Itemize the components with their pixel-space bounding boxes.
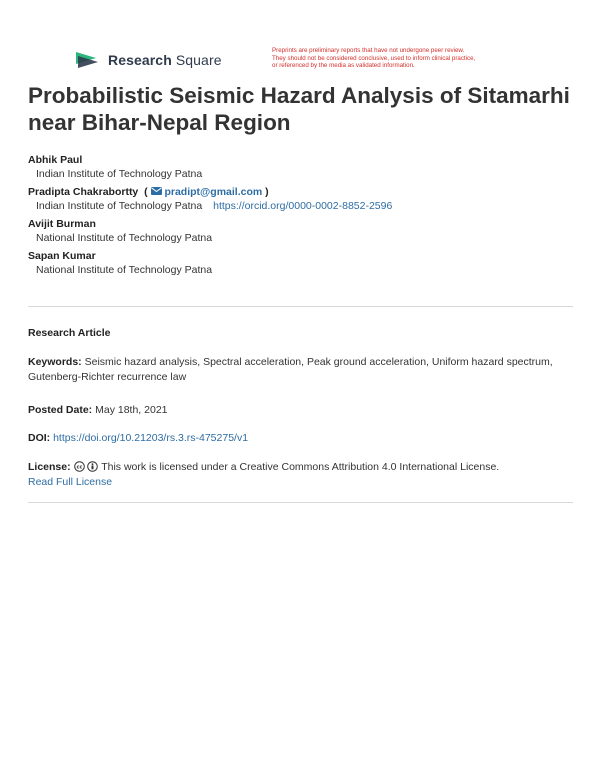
article-type: Research Article	[28, 327, 111, 339]
logo-text	[108, 52, 222, 68]
author-affiliation: Indian Institute of Technology Patna	[36, 200, 203, 212]
author-affiliation: National Institute of Technology Patna	[36, 232, 213, 244]
license-text: This work is licensed under a Creative Commons Attribution 4.0 International License.	[101, 461, 500, 473]
posted-date-label: Posted Date:	[28, 404, 93, 416]
author-affiliation: Indian Institute of Technology Patna	[36, 168, 203, 180]
orcid-link[interactable]: https://orcid.org/0000-0002-8852-2596	[213, 200, 393, 212]
author-email-link[interactable]: pradipt@gmail.com	[164, 186, 263, 198]
doi-link[interactable]: https://doi.org/10.21203/rs.3.rs-475275/v1	[53, 432, 249, 444]
author-entry	[28, 217, 573, 245]
posted-date-block	[28, 403, 573, 418]
cc-icon	[74, 461, 85, 472]
preprint-disclaimer	[272, 47, 552, 70]
doi-label: DOI:	[28, 432, 51, 444]
logo-brand-light: Square	[175, 52, 222, 68]
logo-brand-bold: Research	[108, 52, 172, 68]
disclaimer-line: They should not be considered conclusive, used to inform clinical practice,	[272, 54, 476, 62]
author-affiliation: National Institute of Technology Patna	[36, 264, 213, 276]
divider	[28, 306, 573, 307]
paper-title: Probabilistic Seismic Hazard Analysis of Sitamarhi near Bihar-Nepal Region	[28, 83, 570, 135]
keywords-text: Seismic hazard analysis, Spectral acceleration, Peak ground acceleration, Uniform hazard spectrum, Gutenberg-Richter recurrence law	[28, 356, 553, 383]
keywords-label: Keywords:	[28, 356, 82, 368]
disclaimer-line: or referenced by the media as validated information.	[272, 62, 415, 69]
author-entry	[28, 185, 573, 213]
license-block	[28, 460, 573, 489]
author-entry	[28, 153, 573, 181]
keywords-block	[28, 355, 573, 384]
paren-close: )	[265, 186, 269, 198]
license-label: License:	[28, 461, 71, 473]
divider	[28, 502, 573, 503]
doi-block	[28, 431, 573, 446]
envelope-icon	[151, 187, 162, 195]
author-list	[28, 153, 573, 281]
by-icon	[87, 461, 98, 472]
author-name: Sapan Kumar	[28, 250, 96, 262]
svg-text:cc: cc	[76, 464, 82, 471]
author-name: Abhik Paul	[28, 154, 83, 166]
author-name: Avijit Burman	[28, 218, 96, 230]
paren-open: (	[141, 186, 148, 198]
disclaimer-line: Preprints are preliminary reports that have not undergone peer review.	[272, 47, 465, 54]
posted-date-value: May 18th, 2021	[95, 404, 168, 416]
author-entry	[28, 249, 573, 277]
logo-mark-icon	[74, 49, 100, 71]
read-full-license-link[interactable]: Read Full License	[28, 475, 113, 488]
author-name: Pradipta Chakrabortty	[28, 186, 139, 198]
research-square-logo[interactable]	[74, 49, 222, 71]
author-name-line	[28, 185, 573, 199]
author-affiliation-line	[36, 199, 573, 213]
